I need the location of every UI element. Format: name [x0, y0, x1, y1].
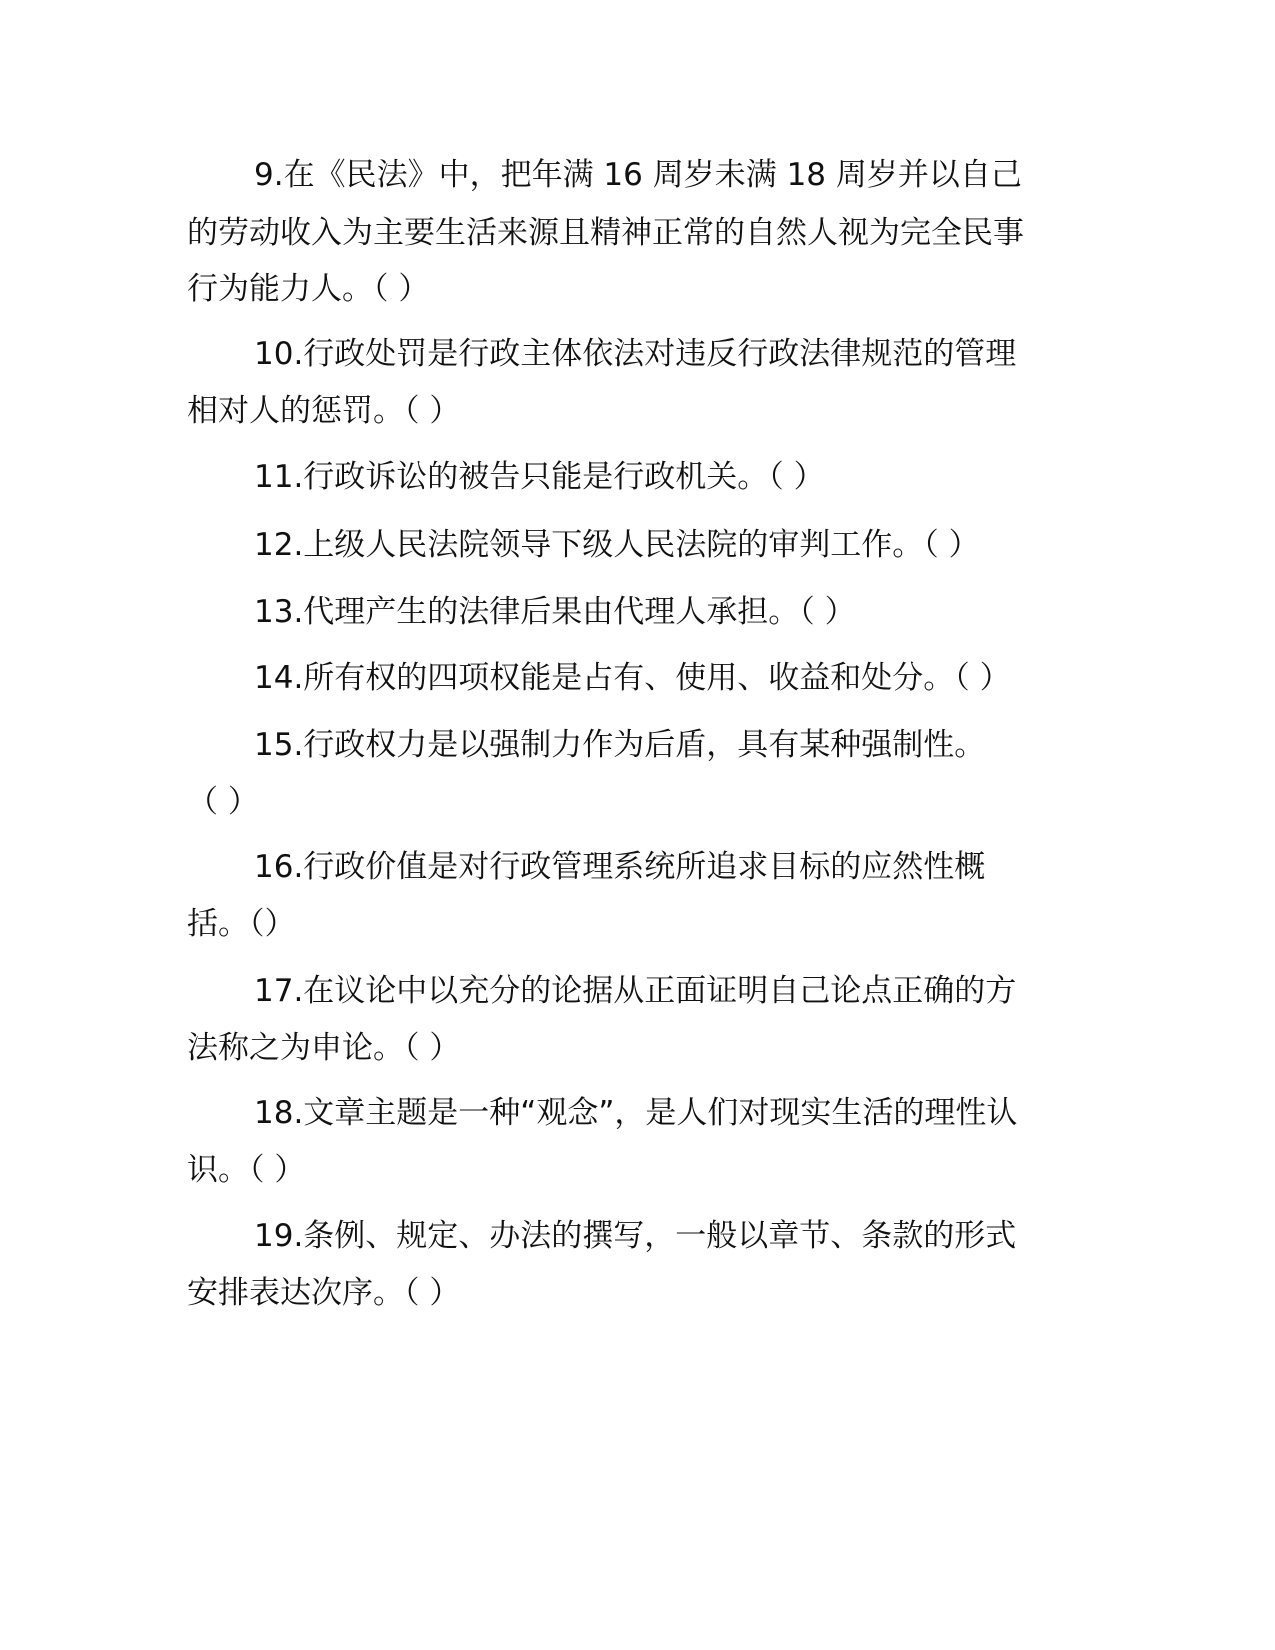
question-9-line-2: 的劳动收入为主要生活来源且精神正常的自然人视为完全民事: [187, 215, 1024, 251]
question-16-line-2: 括。（）: [187, 906, 296, 942]
question-12-line-1: 12.上级人民法院领导下级人民法院的审判工作。（ ）: [254, 527, 980, 563]
question-14-line-1: 14.所有权的四项权能是占有、使用、收益和处分。（ ）: [254, 660, 1011, 696]
question-11-line-1: 11.行政诉讼的被告只能是行政机关。（ ）: [254, 459, 825, 495]
question-9-line-3: 行为能力人。（ ）: [187, 271, 430, 307]
question-13-line-1: 13.代理产生的法律后果由代理人承担。（ ）: [254, 594, 856, 630]
question-15-line-2: （ ）: [187, 784, 259, 820]
question-18-line-1: 18.文章主题是一种“观念”，是人们对现实生活的理性认: [254, 1095, 1018, 1131]
question-17-line-1: 17.在议论中以充分的论据从正面证明自己论点正确的方: [254, 973, 1017, 1009]
question-15-line-1: 15.行政权力是以强制力作为后盾，具有某种强制性。: [254, 727, 986, 763]
question-19-line-2: 安排表达次序。（ ）: [187, 1275, 461, 1311]
question-10-line-2: 相对人的惩罚。（ ）: [187, 393, 461, 429]
question-9-line-1: 9.在《民法》中，把年满 16 周岁未满 18 周岁并以自己: [254, 157, 1022, 193]
question-18-line-2: 识。（ ）: [187, 1152, 306, 1188]
question-16-line-1: 16.行政价值是对行政管理系统所追求目标的应然性概: [254, 849, 986, 885]
question-10-line-1: 10.行政处罚是行政主体依法对违反行政法律规范的管理: [254, 336, 1017, 372]
question-19-line-1: 19.条例、规定、办法的撰写，一般以章节、条款的形式: [254, 1218, 1017, 1254]
question-17-line-2: 法称之为申论。（ ）: [187, 1030, 461, 1066]
